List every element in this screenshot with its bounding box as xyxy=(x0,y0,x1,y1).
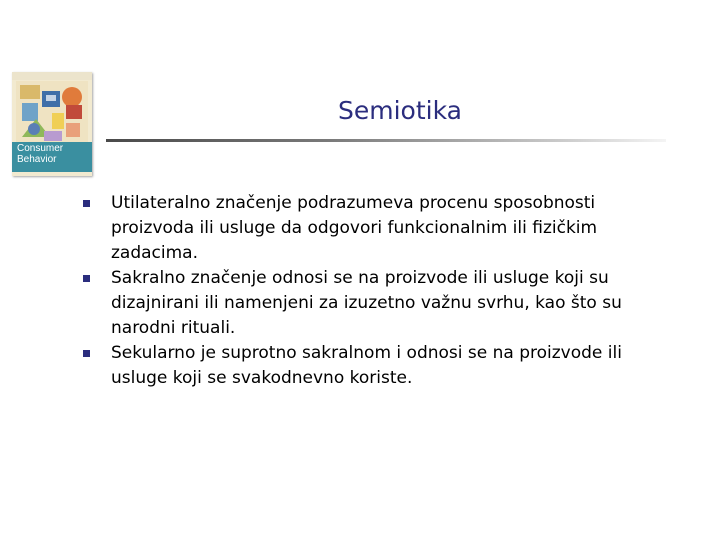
square-bullet-icon xyxy=(83,200,90,207)
cover-title-line2: Behavior xyxy=(17,154,57,165)
bullet-text: Sekularno je suprotno sakralnom i odnosi se na proizvode ili usluge koji se svakodnevno koriste. xyxy=(111,343,622,388)
title-divider xyxy=(106,139,666,142)
bullet-item xyxy=(82,191,662,266)
cover-illustration xyxy=(16,81,88,145)
square-bullet-icon xyxy=(83,350,90,357)
bullet-item xyxy=(82,266,662,341)
bullet-item xyxy=(82,341,662,391)
book-cover-image xyxy=(12,72,92,176)
square-bullet-icon xyxy=(83,275,90,282)
cover-title-line1: Consumer xyxy=(17,143,64,154)
cover-top-strip xyxy=(12,72,92,80)
bullet-text: Sakralno značenje odnosi se na proizvode ili usluge koji su dizajnirani ili namenjeni za izuzetno važnu svrhu, kao što su narodni rituali. xyxy=(111,268,622,338)
slide-title: Semiotika xyxy=(338,96,462,125)
bullet-text: Utilateralno značenje podrazumeva procenu sposobnosti proizvoda ili usluge da odgovori funkcionalnim ili fizičkim zadacima. xyxy=(111,193,598,263)
bullet-list xyxy=(82,191,662,391)
